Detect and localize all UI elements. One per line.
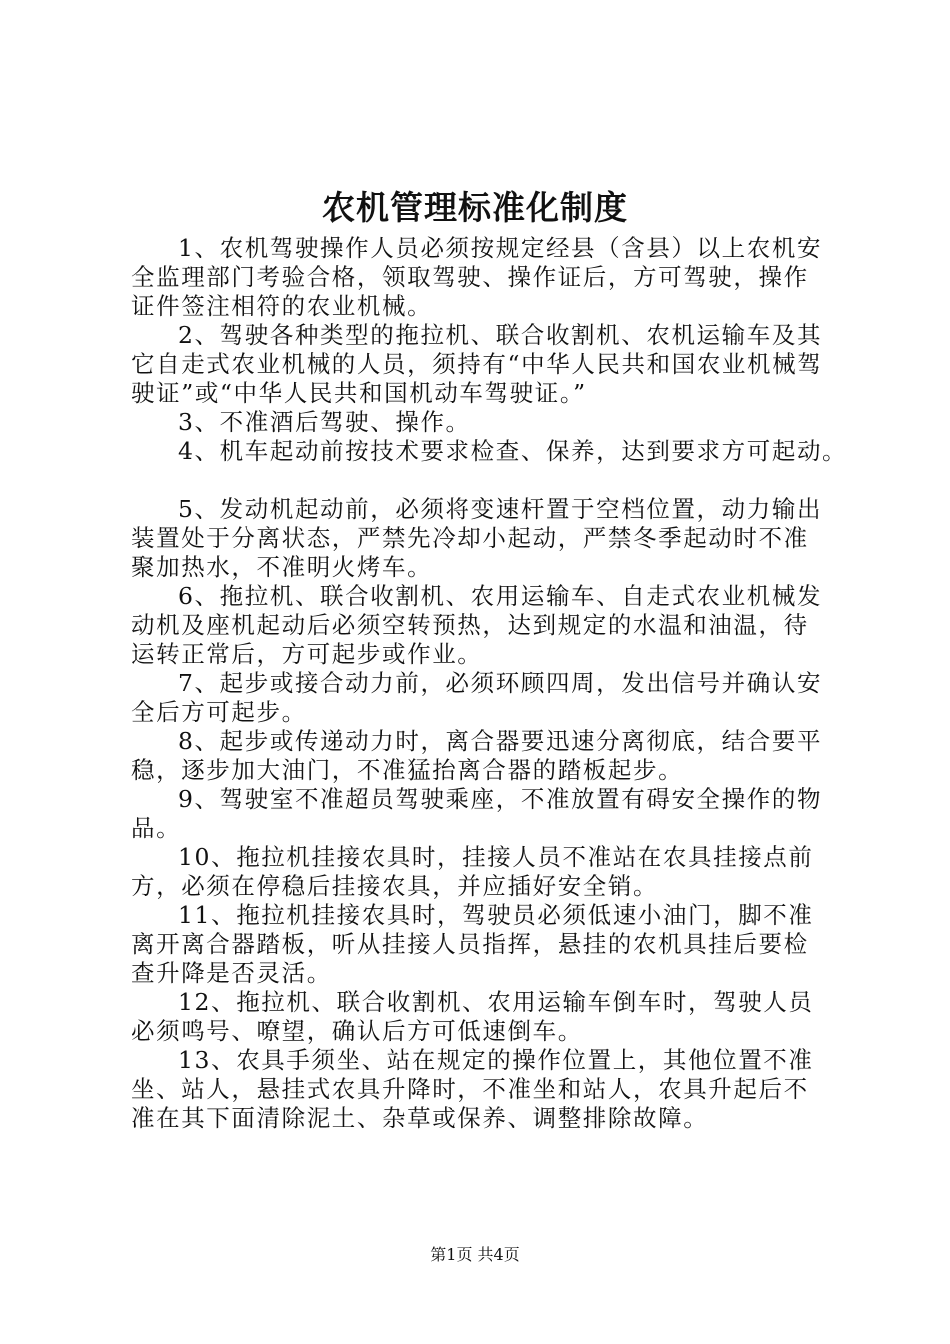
paragraph-3: 3、不准酒后驾驶、操作。 (178, 408, 471, 436)
paragraph-6: 6、拖拉机、联合收割机、农用运输车、自走式农业机械发动机及座机起动后必须空转预热，达到规定的水温和油温，待运转正常后，方可起步或作业。 (131, 582, 823, 668)
document-title: 农机管理标准化制度 (322, 188, 628, 227)
paragraph-4: 4、机车起动前按技术要求检查、保养，达到要求方可起动。 (178, 437, 848, 465)
page-number-label: 第1页 共4页 (430, 1245, 520, 1264)
paragraph-12: 12、拖拉机、联合收割机、农用运输车倒车时，驾驶人员必须鸣号、嘹望，确认后方可低速倒车。 (131, 988, 814, 1045)
paragraph-10: 10、拖拉机挂接农具时，挂接人员不准站在农具挂接点前方，必须在停稳后挂接农具，并应插好安全销。 (131, 843, 814, 900)
paragraph-5: 5、发动机起动前，必须将变速杆置于空档位置，动力输出装置处于分离状态，严禁先冷却小起动，严禁冬季起动时不准聚加热水，不准明火烤车。 (131, 495, 823, 581)
paragraph-7: 7、起步或接合动力前，必须环顾四周，发出信号并确认安全后方可起步。 (131, 669, 823, 726)
paragraph-11: 11、拖拉机挂接农具时，驾驶员必须低速小油门，脚不准离开离合器踏板，听从挂接人员指挥，悬挂的农机具挂后要检查升降是否灵活。 (131, 901, 814, 987)
paragraph-1: 1、农机驾驶操作人员必须按规定经县（含县）以上农机安全监理部门考验合格，领取驾驶、操作证后，方可驾驶，操作证件签注相符的农业机械。 (131, 234, 823, 320)
paragraph-8: 8、起步或传递动力时，离合器要迅速分离彻底，结合要平稳，逐步加大油门，不准猛抬离合器的踏板起步。 (131, 727, 823, 784)
document-body (131, 234, 848, 1133)
page-footer (0, 1243, 950, 1267)
paragraph-13: 13、农具手须坐、站在规定的操作位置上，其他位置不准坐、站人，悬挂式农具升降时，不准坐和站人，农具升起后不准在其下面清除泥土、杂草或保养、调整排除故障。 (131, 1046, 814, 1132)
paragraph-9: 9、驾驶室不准超员驾驶乘座，不准放置有碍安全操作的物品。 (131, 785, 823, 842)
paragraph-2: 2、驾驶各种类型的拖拉机、联合收割机、农机运输车及其它自走式农业机械的人员，须持有“中华人民共和国农业机械驾驶证”或“中华人民共和国机动车驾驶证。” (131, 321, 823, 407)
